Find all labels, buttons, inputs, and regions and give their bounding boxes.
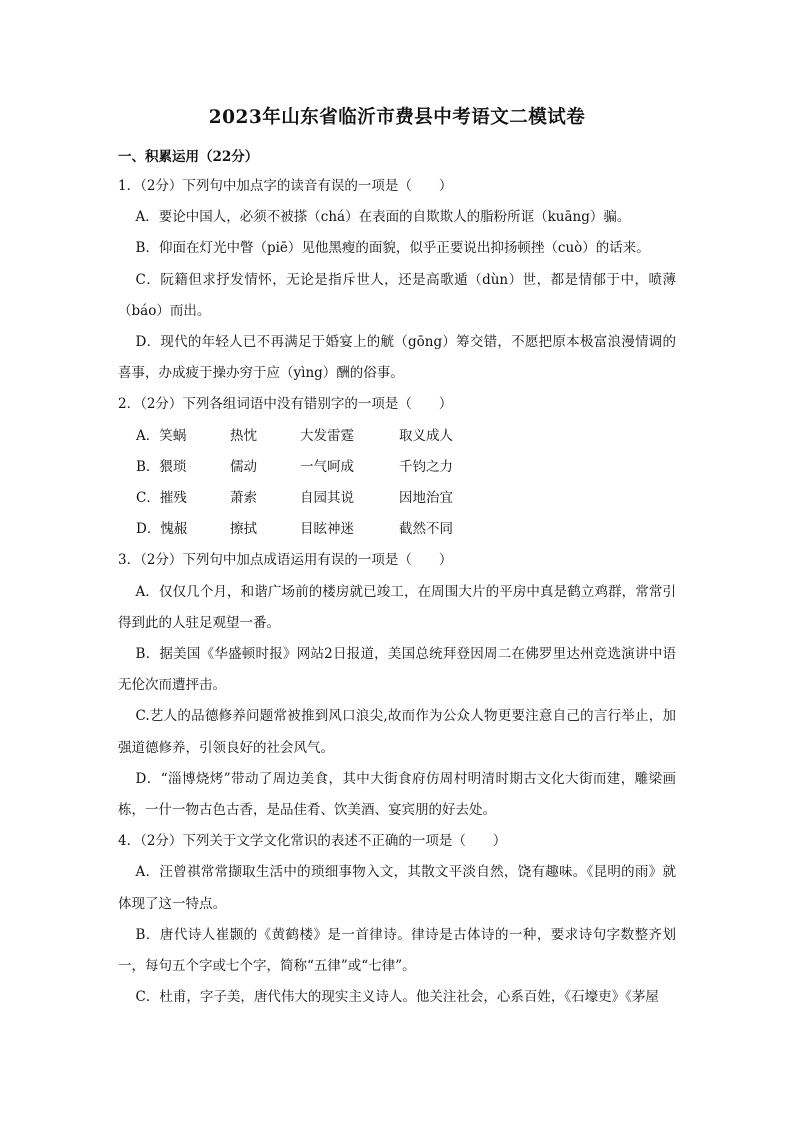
word-cell: 萧索 (230, 490, 257, 507)
question-4-option-a: A．汪曾祺常常撷取生活中的琐细事物入文，其散文平淡自然，饶有趣味。《昆明的雨》就体现了这一特点。 (118, 864, 676, 912)
question-2-option-c (118, 483, 676, 514)
word-cell: 自园其说 (300, 490, 354, 507)
question-2-option-a (118, 421, 676, 452)
question-1-stem: 1．（2分）下列句中加点字的读音有误的一项是（ ） (118, 178, 453, 194)
question-4-option-b: B．唐代诗人崔颢的《黄鹤楼》是一首律诗。律诗是古体诗的一种，要求诗句字数整齐划一，每句五个字或七个字，简称“五律”或“七律”。 (118, 926, 676, 975)
word-cell: A．笑蜗 (136, 427, 187, 444)
word-cell: 儒动 (230, 458, 257, 475)
word-cell: B．猥琐 (136, 458, 187, 475)
word-cell: 热忱 (230, 427, 257, 444)
question-3-option-c: C.艺人的品德修养问题常被推到风口浪尖,故而作为公众人物更要注意自己的言行举止，加强道德修养，引领良好的社会风气。 (118, 708, 676, 756)
question-2-stem: 2．（2分）下列各组词语中没有错别字的一项是（ ） (118, 396, 453, 413)
question-1-option-c: C．阮籍但求抒发情怀，无论是指斥世人，还是高歌遁（dùn）世，都是情郁于中，喷薄（báo）而出。 (118, 271, 676, 319)
exam-title: 2023年山东省临沂市费县中考语文二模试卷 (208, 107, 586, 128)
question-4-stem: 4．（2分）下列关于文学文化常识的表述不正确的一项是（ ） (118, 833, 507, 850)
word-cell: D．愧赧 (136, 521, 188, 538)
word-cell: 一气呵成 (300, 458, 354, 475)
question-1-option-b: B．仰面在灯光中瞥（piē）见他黑瘦的面貌，似乎正要说出抑扬顿挫（cuò）的话来。 (135, 240, 650, 257)
section-heading: 一、积累运用（22分） (118, 149, 259, 165)
word-cell: 擦拭 (230, 521, 257, 538)
word-cell: 千钧之力 (399, 458, 453, 475)
word-cell: 取义成人 (399, 427, 453, 444)
question-3-option-d: D．“淄博烧烤”带动了周边美食，其中大街食府仿周村明清时期古文化大街而建，雕梁画栋，一什一物古色古香，是品佳肴、饮美酒、宴宾朋的好去处。 (118, 770, 676, 819)
question-3-stem: 3．（2分）下列句中加点成语运用有误的一项是（ ） (118, 552, 453, 569)
question-3-option-b: B．据美国《华盛顿时报》网站2日报道，美国总统拜登因周二在佛罗里达州竞选演讲中语无伦次而遭抨击。 (118, 646, 676, 694)
question-1-option-a: A．要论中国人，必须不被搽（chá）在表面的自欺欺人的脂粉所诓（kuāng）骗。 (135, 209, 631, 226)
question-3-option-a: A．仅仅几个月，和谐广场前的楼房就已竣工，在周围大片的平房中真是鹤立鸡群，常常引得到此的人驻足观望一番。 (118, 583, 676, 631)
question-content (118, 171, 676, 1013)
question-2-option-b (118, 452, 676, 483)
word-cell: 因地治宜 (399, 490, 453, 507)
question-4-option-c: C．杜甫，字子美，唐代伟大的现实主义诗人。他关注社会，心系百姓，《石壕吏》《茅屋 (135, 989, 659, 1006)
word-cell: 目眩神迷 (300, 521, 354, 538)
word-cell: 大发雷霆 (300, 427, 354, 444)
question-2-option-d (118, 514, 676, 545)
question-1-option-d: D．现代的年轻人已不再满足于婚宴上的觥（gōng）筹交错，不愿把原本极富浪漫情调的喜事，办成疲于操办穷于应（yìng）酬的俗事。 (118, 334, 676, 382)
word-cell: C．摧残 (136, 490, 187, 507)
word-cell: 截然不同 (399, 521, 453, 538)
